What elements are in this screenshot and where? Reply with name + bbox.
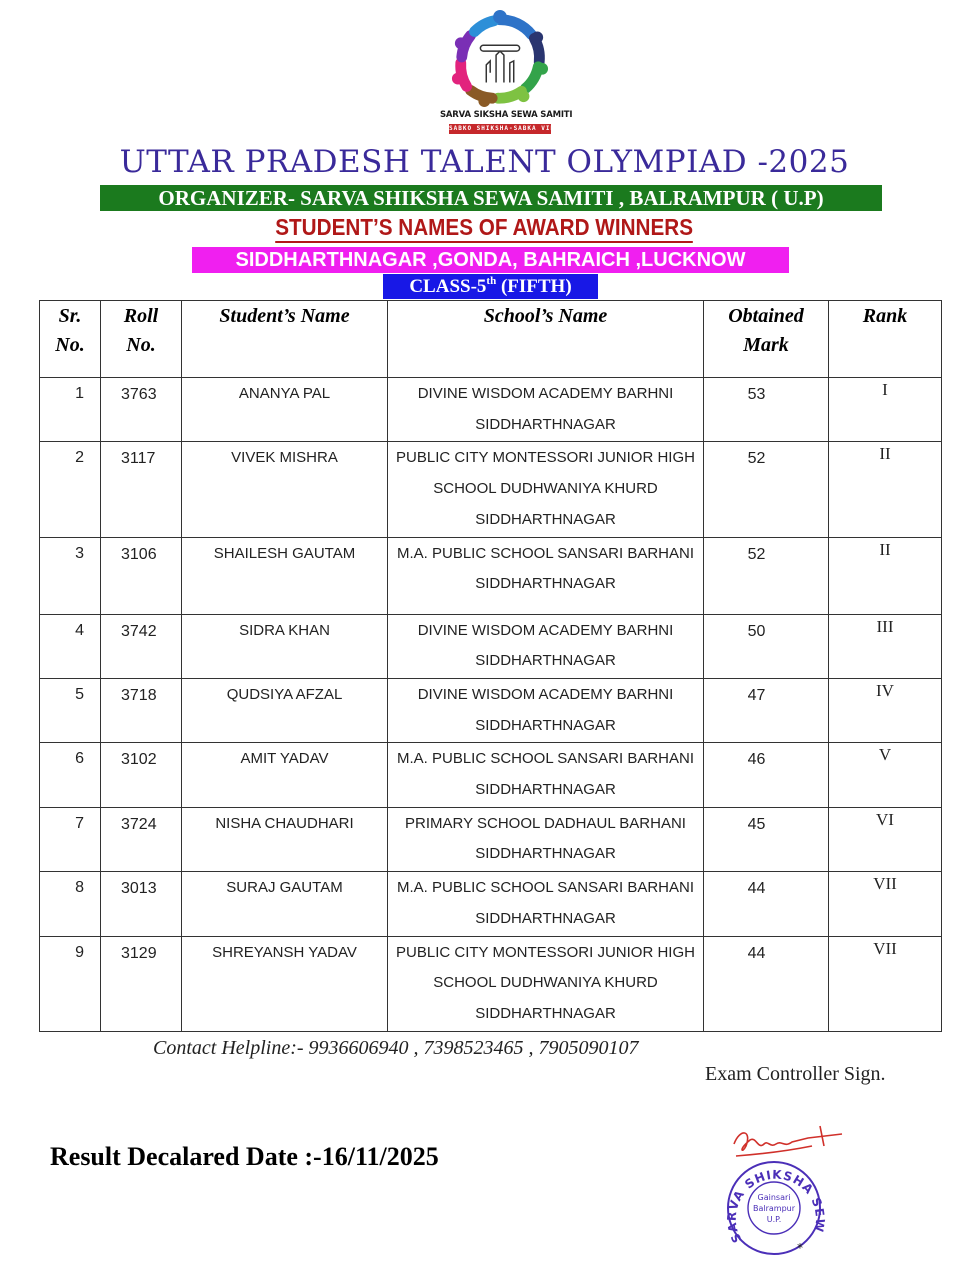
stamp-star-icon: * (797, 1241, 803, 1255)
table-row (40, 614, 942, 678)
result-declared-date: Result Decalared Date :-16/11/2025 (50, 1142, 439, 1171)
stamp-line-1: Gainsari (757, 1193, 791, 1202)
roll-no-cell: 3763 (101, 378, 182, 442)
rank-cell: II (829, 442, 942, 537)
student-name-cell: SIDRA KHAN (182, 614, 388, 678)
award-winners-text: STUDENT’S NAMES OF AWARD WINNERS (276, 213, 694, 243)
rank-cell: IV (829, 678, 942, 742)
student-name-cell: VIVEK MISHRA (182, 442, 388, 537)
sr-no-cell: 6 (40, 743, 101, 807)
table-row (40, 807, 942, 871)
school-name-cell: DIVINE WISDOM ACADEMY BARHNI SIDDHARTHNAGAR (388, 614, 704, 678)
header-sr-no: Sr. No. (40, 301, 101, 378)
rank-cell: I (829, 378, 942, 442)
table-row (40, 378, 942, 442)
school-name-cell: M.A. PUBLIC SCHOOL SANSARI BARHANI SIDDHARTHNAGAR (388, 743, 704, 807)
obtained-mark-cell: 50 (704, 614, 829, 678)
school-name-cell: M.A. PUBLIC SCHOOL SANSARI BARHANI SIDDHARTHNAGAR (388, 872, 704, 936)
signature-mark (734, 1126, 842, 1156)
organizer-banner: ORGANIZER- SARVA SHIKSHA SEWA SAMITI , BALRAMPUR ( U.P) (100, 185, 882, 211)
rank-cell: III (829, 614, 942, 678)
rank-cell: VI (829, 807, 942, 871)
sr-no-cell: 7 (40, 807, 101, 871)
stamp-line-3: U.P. (766, 1215, 782, 1224)
sr-no-cell: 8 (40, 872, 101, 936)
award-winners-heading (0, 213, 969, 243)
table-row (40, 678, 942, 742)
logo-name: SARVA SIKSHA SEWA SAMITI (440, 110, 573, 120)
header-school-name: School’s Name (388, 301, 704, 378)
student-name-cell: SHAILESH GAUTAM (182, 537, 388, 614)
class-suffix: (FIFTH) (496, 276, 572, 297)
roll-no-cell: 3718 (101, 678, 182, 742)
obtained-mark-cell: 52 (704, 442, 829, 537)
class-prefix: CLASS-5 (409, 276, 487, 297)
school-name-cell: PUBLIC CITY MONTESSORI JUNIOR HIGH SCHOOL DUDHWANIYA KHURD SIDDHARTHNAGAR (388, 936, 704, 1031)
roll-no-cell: 3129 (101, 936, 182, 1031)
logo-tagline: SABKO SHIKSHA-SABKA VIKAS (449, 125, 565, 132)
official-stamp (712, 1120, 852, 1260)
roll-no-cell: 3013 (101, 872, 182, 936)
roll-no-cell: 3117 (101, 442, 182, 537)
sr-no-cell: 2 (40, 442, 101, 537)
stamp-ring-text: SARVA SHIKSHA SEW (724, 1167, 828, 1245)
sr-no-cell: 5 (40, 678, 101, 742)
rank-cell: II (829, 537, 942, 614)
school-name-cell: DIVINE WISDOM ACADEMY BARHNI SIDDHARTHNAGAR (388, 378, 704, 442)
table-row (40, 537, 942, 614)
obtained-mark-cell: 52 (704, 537, 829, 614)
rank-cell: VII (829, 872, 942, 936)
obtained-mark-cell: 53 (704, 378, 829, 442)
organization-logo (440, 8, 573, 136)
class-banner (383, 274, 598, 299)
header-obtained-mark: Obtained Mark (704, 301, 829, 378)
school-name-cell: DIVINE WISDOM ACADEMY BARHNI SIDDHARTHNAGAR (388, 678, 704, 742)
roll-no-cell: 3724 (101, 807, 182, 871)
student-name-cell: SHREYANSH YADAV (182, 936, 388, 1031)
results-table (39, 300, 942, 1032)
sr-no-cell: 3 (40, 537, 101, 614)
rank-cell: VII (829, 936, 942, 1031)
header-rank: Rank (829, 301, 942, 378)
districts-banner: SIDDHARTHNAGAR ,GONDA, BAHRAICH ,LUCKNOW (192, 247, 789, 273)
page-title: UTTAR PRADESH TALENT OLYMPIAD -2025 (119, 144, 850, 180)
obtained-mark-cell: 44 (704, 872, 829, 936)
roll-no-cell: 3106 (101, 537, 182, 614)
roll-no-cell: 3102 (101, 743, 182, 807)
obtained-mark-cell: 44 (704, 936, 829, 1031)
student-name-cell: QUDSIYA AFZAL (182, 678, 388, 742)
obtained-mark-cell: 46 (704, 743, 829, 807)
class-superscript: th (486, 275, 497, 287)
header-student-name: Student’s Name (182, 301, 388, 378)
table-row (40, 936, 942, 1031)
table-row (40, 743, 942, 807)
school-name-cell: PUBLIC CITY MONTESSORI JUNIOR HIGH SCHOOL DUDHWANIYA KHURD SIDDHARTHNAGAR (388, 442, 704, 537)
sr-no-cell: 1 (40, 378, 101, 442)
roll-no-cell: 3742 (101, 614, 182, 678)
stamp-line-2: Balrampur (752, 1204, 796, 1213)
obtained-mark-cell: 47 (704, 678, 829, 742)
table-row (40, 442, 942, 537)
contact-helpline: Contact Helpline:- 9936606940 , 7398523465 , 7905090107 (153, 1037, 639, 1059)
header-roll-no: Roll No. (101, 301, 182, 378)
school-name-cell: PRIMARY SCHOOL DADHAUL BARHANI SIDDHARTHNAGAR (388, 807, 704, 871)
sr-no-cell: 9 (40, 936, 101, 1031)
table-row (40, 872, 942, 936)
rank-cell: V (829, 743, 942, 807)
student-name-cell: SURAJ GAUTAM (182, 872, 388, 936)
student-name-cell: AMIT YADAV (182, 743, 388, 807)
student-name-cell: NISHA CHAUDHARI (182, 807, 388, 871)
obtained-mark-cell: 45 (704, 807, 829, 871)
school-name-cell: M.A. PUBLIC SCHOOL SANSARI BARHANI SIDDHARTHNAGAR (388, 537, 704, 614)
table-header-row (40, 301, 942, 378)
sr-no-cell: 4 (40, 614, 101, 678)
people-circle-icon (440, 8, 560, 108)
exam-controller-sign-label: Exam Controller Sign. (705, 1063, 886, 1085)
student-name-cell: ANANYA PAL (182, 378, 388, 442)
